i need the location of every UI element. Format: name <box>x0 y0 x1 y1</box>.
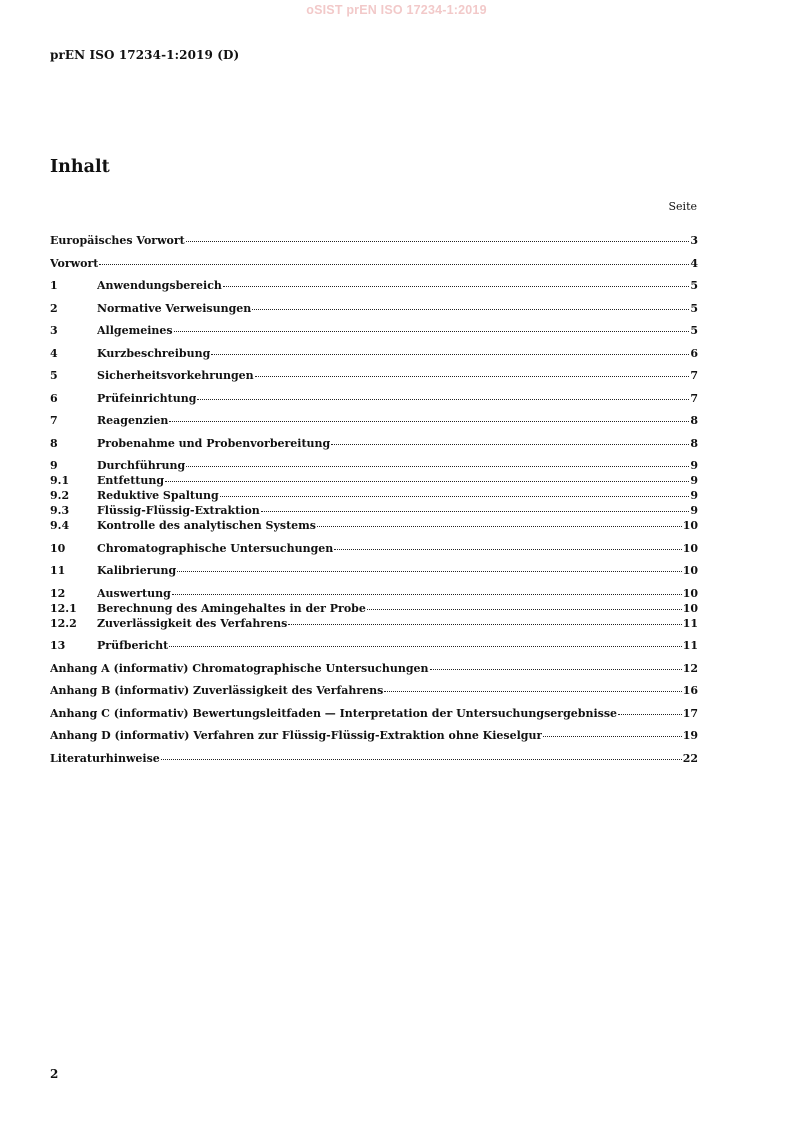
toc-entry[interactable] <box>50 436 698 451</box>
dot-leader <box>288 623 681 625</box>
toc-entry-title: Probenahme und Probenvorbereitung <box>97 436 331 450</box>
toc-entry-page: 16 <box>682 684 698 697</box>
toc-entry-number: 6 <box>50 391 58 405</box>
toc-entry-page: 7 <box>690 369 698 382</box>
toc-entry-page: 7 <box>690 391 698 405</box>
toc-entry-number: 12.1 <box>50 601 77 615</box>
dot-leader <box>261 510 690 512</box>
toc-entry-page: 10 <box>682 519 698 532</box>
toc-entry[interactable] <box>50 413 698 428</box>
dot-leader <box>177 570 681 572</box>
toc-entry-page: 5 <box>690 301 698 315</box>
toc-entry[interactable] <box>50 706 698 721</box>
toc-entry-title: Auswertung <box>97 586 171 600</box>
toc-entry-title: Vorwort <box>50 256 99 270</box>
dot-leader <box>543 735 681 737</box>
toc-entry-page: 6 <box>690 346 698 360</box>
dot-leader <box>197 398 689 400</box>
toc-entry-page: 10 <box>682 586 698 600</box>
toc-entry[interactable] <box>50 601 698 616</box>
toc-entry-page: 10 <box>682 601 698 615</box>
toc-entry[interactable] <box>50 323 698 338</box>
dot-leader <box>331 443 689 445</box>
toc-entry-title: Zuverlässigkeit des Verfahrens <box>97 616 288 630</box>
toc-entry-title: Kurzbeschreibung <box>97 346 211 360</box>
page-column-label: Seite <box>668 200 697 213</box>
toc-entry-page: 12 <box>682 661 698 675</box>
dot-leader <box>174 330 690 332</box>
toc-title: Inhalt <box>50 157 110 177</box>
toc-entry-title: Anhang B (informativ) Zuverlässigkeit des Verfahrens <box>50 684 384 697</box>
toc-entry-number: 7 <box>50 414 58 427</box>
table-of-contents <box>50 233 698 766</box>
dot-leader <box>255 375 690 377</box>
toc-entry-title: Anhang C (informativ) Bewertungsleitfaden — Interpretation der Untersuchungsergebnisse <box>50 706 618 720</box>
watermark: oSIST prEN ISO 17234-1:2019 <box>306 3 487 17</box>
toc-entry-title: Berechnung des Amingehaltes in der Probe <box>97 601 366 615</box>
toc-entry-page: 22 <box>682 751 698 765</box>
toc-entry[interactable] <box>50 346 698 361</box>
toc-entry-title: Anhang D (informativ) Verfahren zur Flüssig-Flüssig-Extraktion ohne Kieselgur <box>50 729 543 742</box>
toc-entry-page: 5 <box>690 324 698 337</box>
toc-entry-title: Anhang A (informativ) Chromatographische Untersuchungen <box>50 661 429 675</box>
toc-entry-title: Kalibrierung <box>97 564 177 577</box>
toc-entry[interactable] <box>50 638 698 653</box>
toc-entry-page: 19 <box>682 729 698 742</box>
toc-entry-title: Prüfbericht <box>97 639 169 652</box>
toc-entry-title: Anwendungsbereich <box>97 279 222 292</box>
toc-entry-number: 12 <box>50 586 66 600</box>
toc-entry[interactable] <box>50 458 698 473</box>
page-number: 2 <box>50 1067 59 1081</box>
toc-entry-number: 9 <box>50 459 58 472</box>
toc-entry[interactable] <box>50 683 698 698</box>
toc-entry[interactable] <box>50 751 698 766</box>
toc-entry-page: 9 <box>690 459 698 472</box>
toc-entry-number: 11 <box>50 564 66 577</box>
toc-entry[interactable] <box>50 503 698 518</box>
toc-entry[interactable] <box>50 278 698 293</box>
toc-entry-title: Durchführung <box>97 459 186 472</box>
toc-entry-title: Kontrolle des analytischen Systems <box>97 519 317 532</box>
toc-entry-page: 10 <box>682 564 698 577</box>
toc-entry-page: 4 <box>690 256 698 270</box>
dot-leader <box>186 240 690 242</box>
toc-entry-number: 9.2 <box>50 489 70 502</box>
toc-entry-page: 10 <box>682 541 698 555</box>
toc-entry-number: 5 <box>50 369 58 382</box>
toc-entry-page: 11 <box>682 639 698 652</box>
toc-entry[interactable] <box>50 488 698 503</box>
dot-leader <box>172 593 682 595</box>
toc-entry-title: Sicherheitsvorkehrungen <box>97 369 254 382</box>
dot-leader <box>430 668 682 670</box>
toc-entry-title: Normative Verweisungen <box>97 301 252 315</box>
toc-entry-page: 9 <box>690 489 698 502</box>
dot-leader <box>367 608 682 610</box>
toc-entry[interactable] <box>50 728 698 743</box>
dot-leader <box>169 420 689 422</box>
document-id: prEN ISO 17234-1:2019 (D) <box>50 48 240 62</box>
toc-entry-number: 2 <box>50 301 58 315</box>
toc-entry-number: 1 <box>50 279 58 292</box>
dot-leader <box>317 525 682 527</box>
toc-entry[interactable] <box>50 586 698 601</box>
toc-entry-page: 17 <box>682 706 698 720</box>
toc-entry-number: 9.3 <box>50 504 70 517</box>
toc-entry-title: Prüfeinrichtung <box>97 391 197 405</box>
toc-entry-number: 3 <box>50 324 58 337</box>
toc-entry-page: 8 <box>690 436 698 450</box>
toc-entry-page: 3 <box>690 234 698 247</box>
toc-entry-number: 4 <box>50 346 58 360</box>
toc-entry[interactable] <box>50 563 698 578</box>
toc-entry-number: 9.1 <box>50 474 70 487</box>
toc-entry-title: Entfettung <box>97 474 165 487</box>
dot-leader <box>99 263 689 265</box>
toc-entry[interactable] <box>50 473 698 488</box>
toc-entry-page: 9 <box>690 474 698 487</box>
dot-leader <box>223 285 689 287</box>
dot-leader <box>334 548 681 550</box>
toc-entry[interactable] <box>50 391 698 406</box>
dot-leader <box>186 465 689 467</box>
toc-entry-number: 12.2 <box>50 616 77 630</box>
dot-leader <box>220 495 690 497</box>
toc-entry-number: 13 <box>50 639 66 652</box>
toc-entry-page: 8 <box>690 414 698 427</box>
dot-leader <box>161 758 682 760</box>
toc-entry-number: 8 <box>50 436 58 450</box>
dot-leader <box>169 645 681 647</box>
toc-entry[interactable] <box>50 518 698 533</box>
dot-leader <box>165 480 689 482</box>
toc-entry[interactable] <box>50 541 698 556</box>
dot-leader <box>618 713 682 715</box>
toc-entry-title: Chromatographische Untersuchungen <box>97 541 334 555</box>
dot-leader <box>252 308 689 310</box>
toc-entry[interactable] <box>50 301 698 316</box>
dot-leader <box>211 353 689 355</box>
toc-entry-title: Reduktive Spaltung <box>97 489 219 502</box>
toc-entry[interactable] <box>50 233 698 248</box>
toc-entry[interactable] <box>50 616 698 631</box>
toc-entry-title: Allgemeines <box>97 324 173 337</box>
toc-entry-title: Literaturhinweise <box>50 751 160 765</box>
toc-entry-page: 5 <box>690 279 698 292</box>
toc-entry-title: Europäisches Vorwort <box>50 234 185 247</box>
toc-entry-number: 10 <box>50 541 66 555</box>
dot-leader <box>384 690 681 692</box>
toc-entry-title: Reagenzien <box>97 414 169 427</box>
toc-entry[interactable] <box>50 256 698 271</box>
toc-entry-title: Flüssig-Flüssig-Extraktion <box>97 504 260 517</box>
toc-entry[interactable] <box>50 661 698 676</box>
toc-entry-page: 9 <box>690 504 698 517</box>
toc-entry[interactable] <box>50 368 698 383</box>
toc-entry-page: 11 <box>682 616 698 630</box>
toc-entry-number: 9.4 <box>50 519 70 532</box>
